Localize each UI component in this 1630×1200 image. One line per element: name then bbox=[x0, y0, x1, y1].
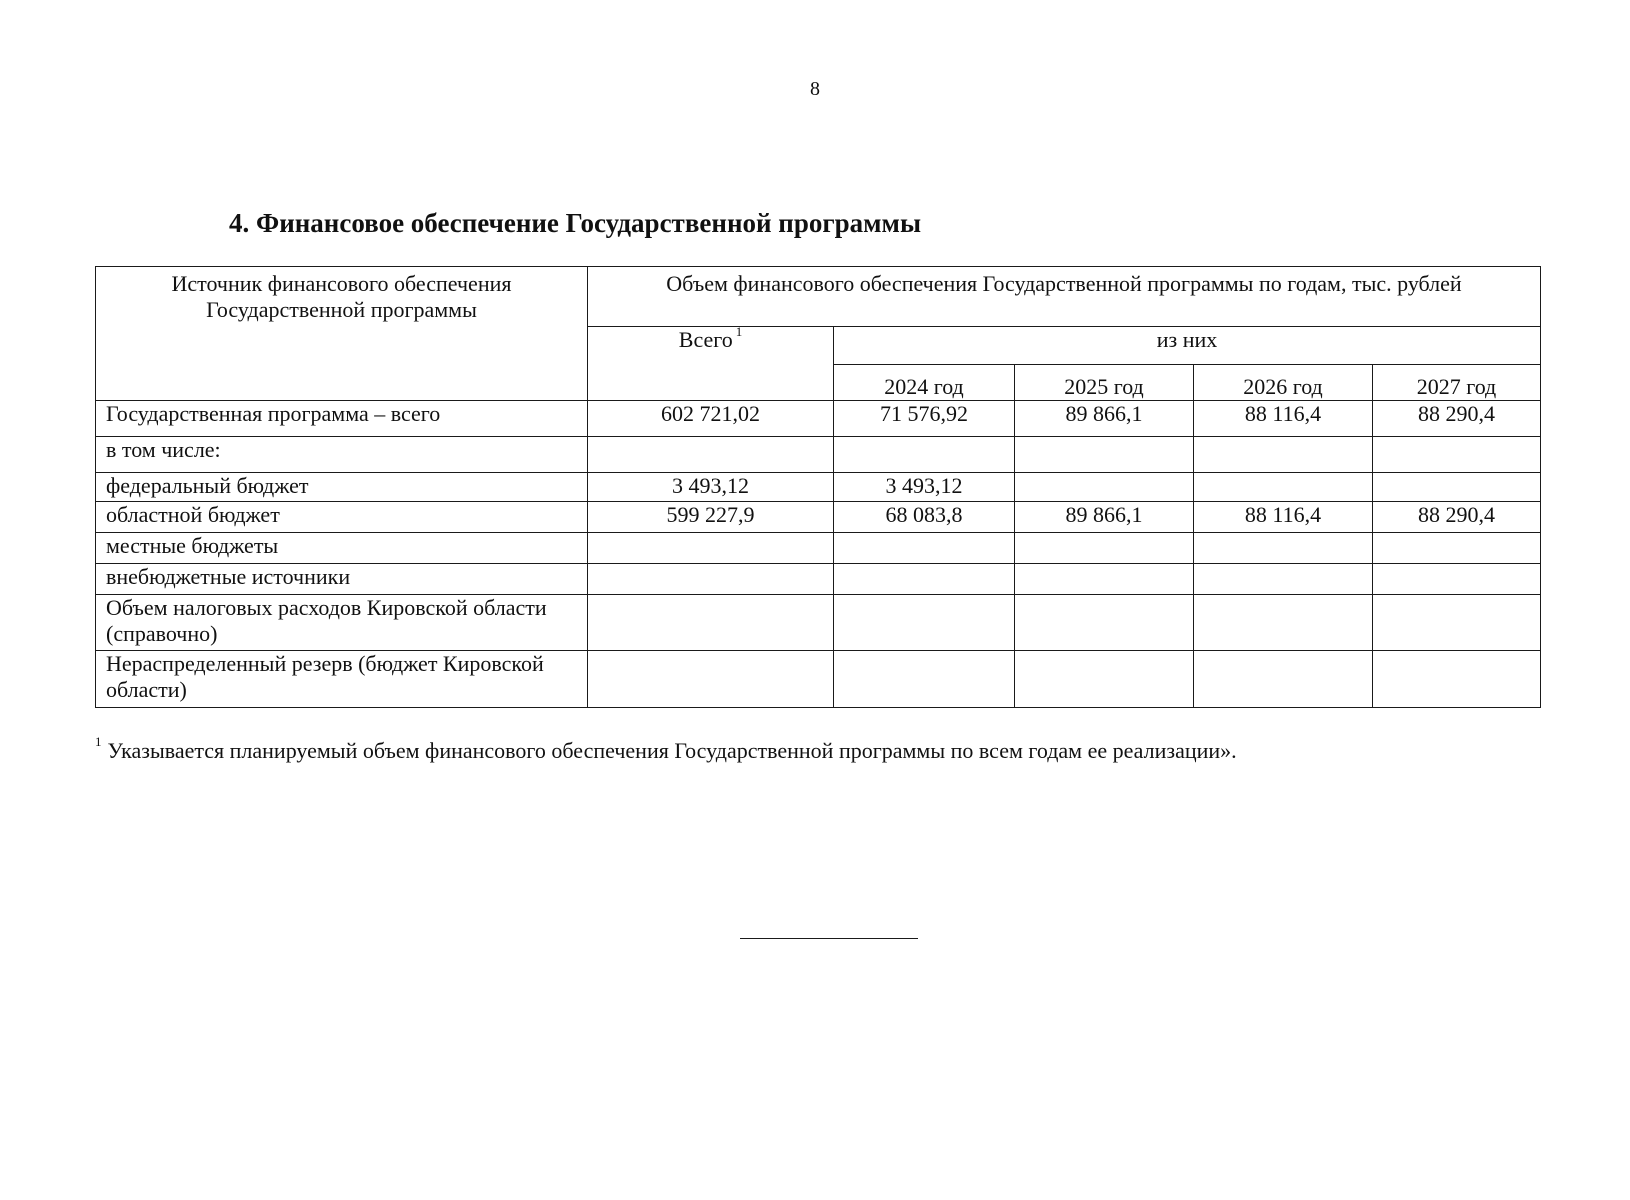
cell-2024 bbox=[834, 437, 1015, 473]
header-source-column: Источник финансового обеспечения Государственной программы bbox=[96, 267, 588, 401]
table-row bbox=[96, 595, 1541, 651]
header-total-label: Всего bbox=[678, 327, 733, 352]
cell-2025: 89 866,1 bbox=[1015, 401, 1194, 437]
cell-2026: 88 116,4 bbox=[1194, 502, 1373, 533]
cell-2025 bbox=[1015, 473, 1194, 502]
row-label: областной бюджет bbox=[96, 502, 588, 533]
cell-2025 bbox=[1015, 437, 1194, 473]
header-volume-column: Объем финансового обеспечения Государственной программы по годам, тыс. рублей bbox=[588, 267, 1541, 327]
cell-total bbox=[588, 533, 834, 564]
end-of-document-rule bbox=[740, 938, 918, 939]
cell-2026 bbox=[1194, 473, 1373, 502]
row-label: Объем налоговых расходов Кировской области (справочно) bbox=[96, 595, 588, 651]
cell-2026 bbox=[1194, 651, 1373, 708]
cell-2024 bbox=[834, 564, 1015, 595]
cell-2026 bbox=[1194, 437, 1373, 473]
header-year-2027: 2027 год bbox=[1373, 365, 1541, 401]
footnote-reference: 1 bbox=[735, 326, 743, 339]
row-label: в том числе: bbox=[96, 437, 588, 473]
cell-2024: 3 493,12 bbox=[834, 473, 1015, 502]
cell-2025 bbox=[1015, 564, 1194, 595]
cell-2025 bbox=[1015, 533, 1194, 564]
table-row bbox=[96, 502, 1541, 533]
cell-2026 bbox=[1194, 564, 1373, 595]
cell-2027: 88 290,4 bbox=[1373, 401, 1541, 437]
cell-2026: 88 116,4 bbox=[1194, 401, 1373, 437]
cell-2025 bbox=[1015, 595, 1194, 651]
cell-2025 bbox=[1015, 651, 1194, 708]
table-row bbox=[96, 533, 1541, 564]
cell-2027: 88 290,4 bbox=[1373, 502, 1541, 533]
cell-2026 bbox=[1194, 595, 1373, 651]
header-year-2026: 2026 год bbox=[1194, 365, 1373, 401]
cell-total: 602 721,02 bbox=[588, 401, 834, 437]
cell-2024 bbox=[834, 595, 1015, 651]
cell-2025: 89 866,1 bbox=[1015, 502, 1194, 533]
header-total-column bbox=[588, 327, 834, 401]
row-label: внебюджетные источники bbox=[96, 564, 588, 595]
row-label: Нераспределенный резерв (бюджет Кировской области) bbox=[96, 651, 588, 708]
header-year-2024: 2024 год bbox=[834, 365, 1015, 401]
cell-2026 bbox=[1194, 533, 1373, 564]
cell-total: 3 493,12 bbox=[588, 473, 834, 502]
cell-2027 bbox=[1373, 595, 1541, 651]
section-title: 4. Финансовое обеспечение Государственной программы bbox=[229, 208, 922, 238]
row-label: местные бюджеты bbox=[96, 533, 588, 564]
table-row bbox=[96, 401, 1541, 437]
cell-2027 bbox=[1373, 533, 1541, 564]
table-row bbox=[96, 564, 1541, 595]
cell-2024 bbox=[834, 533, 1015, 564]
table-row bbox=[96, 437, 1541, 473]
cell-2024 bbox=[834, 651, 1015, 708]
cell-2024: 68 083,8 bbox=[834, 502, 1015, 533]
cell-2027 bbox=[1373, 437, 1541, 473]
table-row bbox=[96, 651, 1541, 708]
cell-2027 bbox=[1373, 473, 1541, 502]
footnote bbox=[95, 734, 1237, 764]
page-number: 8 bbox=[810, 78, 820, 100]
cell-total: 599 227,9 bbox=[588, 502, 834, 533]
row-label: федеральный бюджет bbox=[96, 473, 588, 502]
cell-total bbox=[588, 564, 834, 595]
row-label: Государственная программа – всего bbox=[96, 401, 588, 437]
cell-2027 bbox=[1373, 651, 1541, 708]
cell-2024: 71 576,92 bbox=[834, 401, 1015, 437]
footnote-mark: 1 bbox=[95, 734, 102, 749]
footnote-text: Указывается планируемый объем финансового обеспечения Государственной программы по всем годам ее реализации». bbox=[107, 738, 1237, 763]
financing-table bbox=[95, 266, 1541, 708]
header-of-which: из них bbox=[834, 327, 1541, 365]
cell-total bbox=[588, 595, 834, 651]
table-row bbox=[96, 473, 1541, 502]
cell-total bbox=[588, 437, 834, 473]
cell-2027 bbox=[1373, 564, 1541, 595]
cell-total bbox=[588, 651, 834, 708]
header-year-2025: 2025 год bbox=[1015, 365, 1194, 401]
